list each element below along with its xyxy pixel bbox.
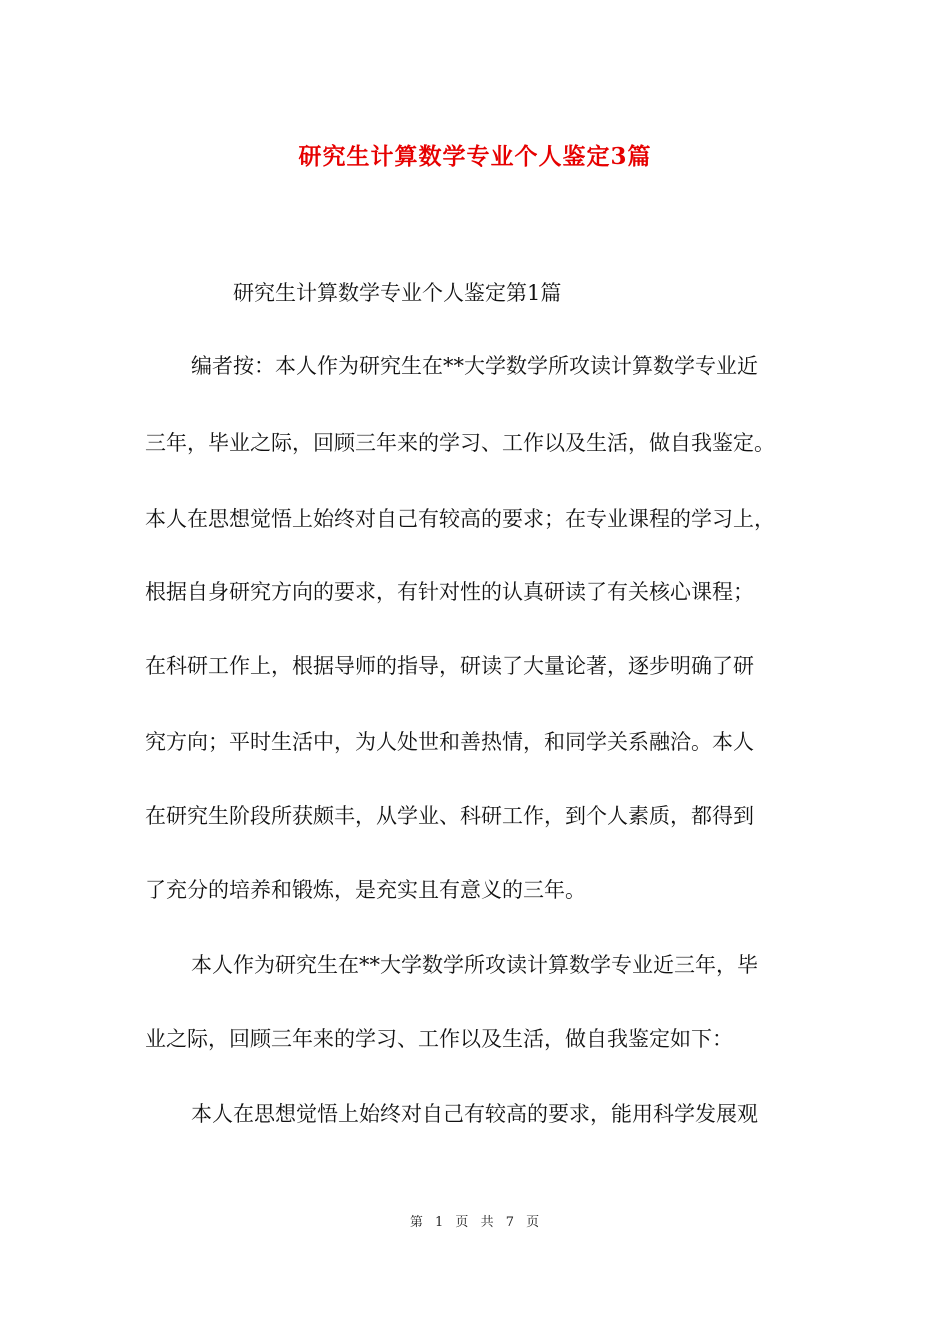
- paragraph-line: 根据自身研究方向的要求，有针对性的认真研读了有关核心课程；: [145, 580, 754, 604]
- paragraph-line: 了充分的培养和锻炼，是充实且有意义的三年。: [145, 878, 586, 902]
- paragraph-line: 在研究生阶段所获颇丰，从学业、科研工作，到个人素质，都得到: [145, 804, 754, 828]
- footer-mid1: 页: [455, 1215, 470, 1230]
- footer-mid2: 共: [480, 1215, 495, 1230]
- section-heading: 研究生计算数学专业个人鉴定第1篇: [233, 281, 562, 305]
- page-footer: [0, 1211, 950, 1230]
- paragraph-line: 三年，毕业之际，回顾三年来的学习、工作以及生活，做自我鉴定。: [145, 431, 775, 455]
- footer-page-number: 1: [434, 1215, 445, 1230]
- document-title: 研究生计算数学专业个人鉴定3篇: [298, 143, 652, 170]
- paragraph-line: 本人作为研究生在**大学数学所攻读计算数学专业近三年，毕: [191, 953, 758, 977]
- paragraph-line: 本人在思想觉悟上始终对自己有较高的要求，能用科学发展观: [191, 1102, 758, 1126]
- paragraph-line: 在科研工作上，根据导师的指导，研读了大量论著，逐步明确了研: [145, 654, 754, 678]
- paragraph-line: 业之际，回顾三年来的学习、工作以及生活，做自我鉴定如下：: [145, 1027, 733, 1051]
- paragraph-line: 本人在思想觉悟上始终对自己有较高的要求；在专业课程的学习上，: [145, 507, 775, 531]
- footer-prefix: 第: [409, 1215, 424, 1230]
- paragraph-line: 编者按：本人作为研究生在**大学数学所攻读计算数学专业近: [191, 354, 758, 378]
- footer-total-pages: 7: [505, 1215, 515, 1230]
- footer-suffix: 页: [526, 1215, 541, 1230]
- paragraph-line: 究方向；平时生活中，为人处世和善热情，和同学关系融洽。本人: [145, 730, 754, 754]
